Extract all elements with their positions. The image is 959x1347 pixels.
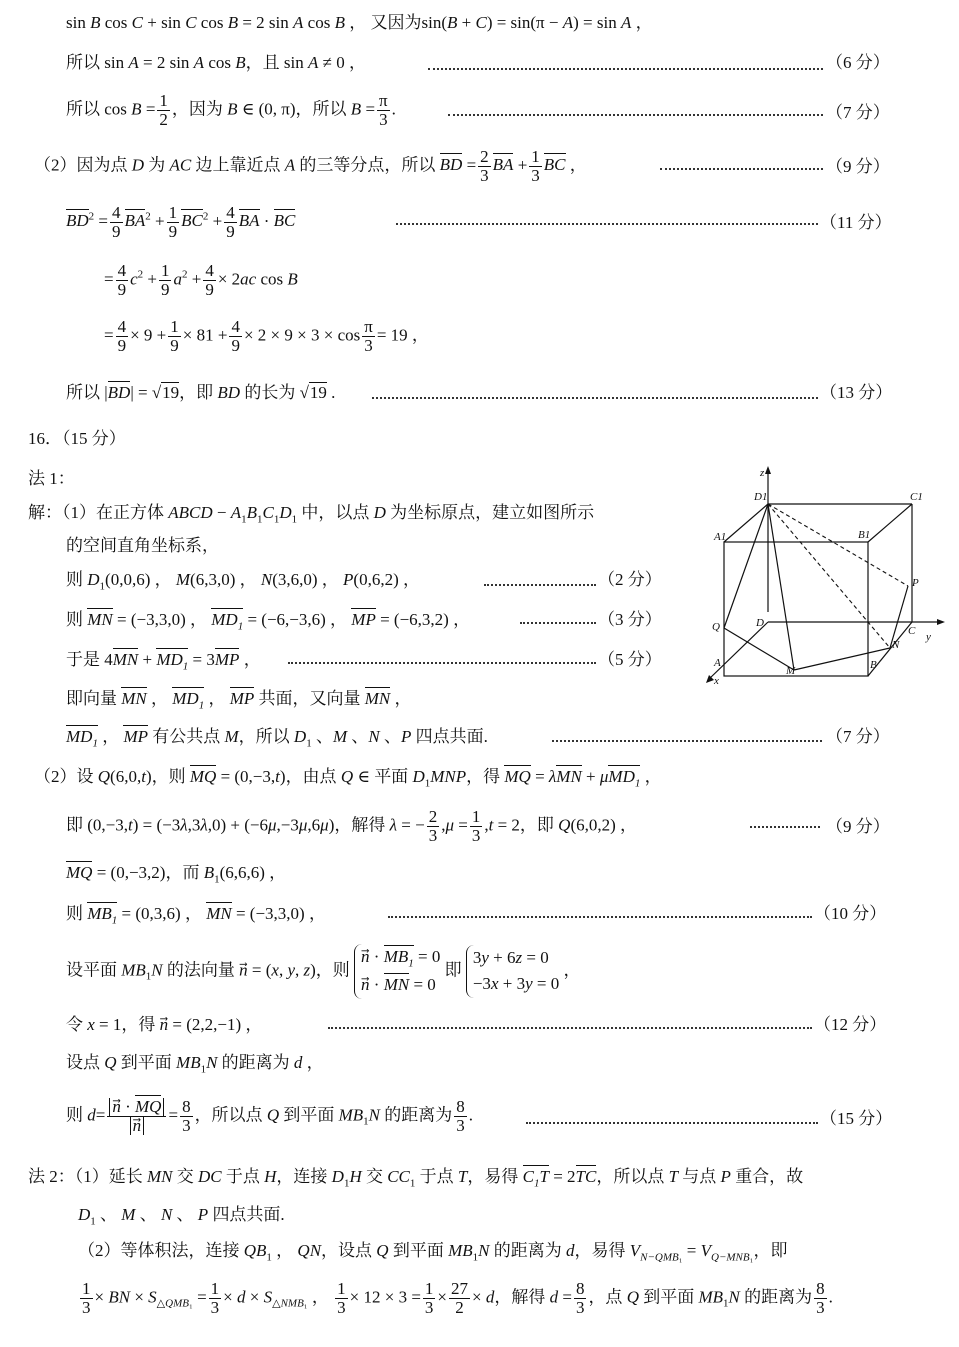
- sol-line-3: 则 $D_1(0,0,6)$ ， M(6,3,0) ， N(3,6,0) ， P(0,6,2) ，: [66, 570, 420, 593]
- sol2-line-1: （2）设 Q(6,0,t)，则 MQ = (0,−3,t)，由点 Q ∈ 平面 $D_1MNP$，得 MQ = λMN + μMD$_1$ ，: [34, 767, 662, 790]
- fig-label: A1: [714, 531, 727, 543]
- dot-leader: [552, 740, 822, 742]
- dot-leader: [428, 68, 823, 70]
- sol2-line-7: 设点 Q 到平面 $MB_1N$ 的距离为 d ，: [66, 1053, 324, 1076]
- eq-line-7: = $\frac{4}{9}$ × 9 + $\frac{1}{9}$ × 81 + $\frac{4}{9}$ × 2 × 9 × 3 × cos $\frac{\pi}{3}$ = 19 ，: [104, 317, 429, 355]
- fig-label: D: [756, 617, 764, 629]
- fig-label: z: [760, 467, 765, 479]
- score-7: （7 分）: [826, 103, 890, 122]
- dot-leader: [526, 1122, 818, 1124]
- eq-line-8: 所以 |BD| = √19，即 BD 的长为 √19 .: [66, 383, 336, 402]
- score-15: （15 分）: [820, 1109, 893, 1128]
- dot-leader: [448, 114, 823, 116]
- sol-line-6: 即向量 MN ， $MD_1$ ， MP 共面，又向量 MN ，: [66, 689, 412, 712]
- fig-label: Q: [712, 621, 720, 633]
- method-1: 法 1：: [28, 469, 75, 488]
- dot-leader: [750, 826, 820, 828]
- eq-line-2: 所以 sin A = 2 sin A cos B，且 sin A ≠ 0 ，: [66, 53, 366, 72]
- score-6: （6 分）: [826, 53, 890, 72]
- score-11: （11 分）: [820, 213, 892, 232]
- sol2-line-8: 则 d= $\frac{n⃗ \cdot MQ}{n}$ = $\frac{8}{3}$ ，所以点 Q 到平面 $MB_1N$ 的距离为 $\frac{8}{3}$ .: [66, 1097, 473, 1135]
- fig-label: A: [714, 657, 721, 669]
- dot-leader: [660, 168, 823, 170]
- eq-line-1: sin B cos C + sin C cos B = 2 sin A cos B ， 又因为sin(B + C) = sin(π − A) = sin A ，: [66, 13, 653, 32]
- dot-leader: [328, 1027, 812, 1029]
- sol2-line-2: 即 (0,−3,t) = (−3λ,3λ,0) + (−6μ,−3μ,6μ)，解得 λ = − $\frac{2}{3}$ ,μ = $\frac{1}{3}$ ,t = 2，即 Q(6,0,2) ，: [66, 807, 638, 845]
- dot-leader: [288, 662, 596, 664]
- fig-label: C1: [910, 491, 923, 503]
- eq-line-6: = $\frac{4}{9}$ $c^2$ + $\frac{1}{9}$ $a^2$ + $\frac{4}{9}$ × 2ac cos B: [104, 261, 298, 299]
- m2-line-2: $D_1$ 、 M 、 N 、 P 四点共面.: [78, 1205, 285, 1228]
- score-2: （2 分）: [598, 570, 662, 589]
- m2-line-1: 法 2：（1）延长 MN 交 DC 于点 H，连接 $D_1H$ 交 $CC_1$ 于点 T，易得 $C_1T = 2TC$，所以点 T 与点 P 重合，故: [28, 1167, 804, 1190]
- fig-label: B: [870, 659, 877, 671]
- sol-line-4: 则 MN = (−3,3,0) ， $MD_1 = (-6,-3,6)$ ， MP = (−6,3,2) ，: [66, 610, 471, 633]
- score-9: （9 分）: [826, 157, 890, 176]
- score-9b: （9 分）: [826, 817, 890, 836]
- question-16: 16．（15 分）: [28, 429, 126, 448]
- score-3: （3 分）: [598, 610, 662, 629]
- dot-leader: [396, 223, 818, 225]
- fig-label: C: [908, 625, 916, 637]
- fig-label: M: [786, 665, 796, 677]
- sol2-line-6: 令 x = 1，得 n⃗ = (2,2,−1) ，: [66, 1015, 263, 1034]
- sol-line-5: 于是 $4MN + MD_1 = 3MP$ ，: [66, 650, 261, 673]
- fig-label: y: [926, 631, 931, 643]
- sol-line-7: $MD_1$ ， MP 有公共点 M，所以 $D_1$ 、M 、N 、P 四点共面.: [66, 727, 488, 750]
- sol-line-1: 解：（1）在正方体 ABCD − $A_1B_1C_1D_1$ 中，以点 D 为坐标原点，建立如图所示: [28, 503, 595, 526]
- m2-line-4: $\frac{1}{3}$ × BN × $S_{\triangle QMB_1}$ = $\frac{1}{3}$ × $d \times S_{\triangle NMB_1}$ ， $\frac{1}{3}$ × 12 × 3 = $\frac{1}{3}$ × $\frac{27}{2}$ × d，解得 d = $\frac{8}{3}$ ，点 Q 到平面 $MB_1N$ 的距离为 $\frac{8}{3}$ .: [82, 1279, 833, 1317]
- sol-line-2: 的空间直角坐标系，: [66, 536, 219, 555]
- score-5: （5 分）: [598, 650, 662, 669]
- dot-leader: [520, 622, 596, 624]
- dot-leader: [484, 584, 596, 586]
- sol2-line-4: 则 $MB_1 = (0,3,6)$ ， MN = (−3,3,0) ，: [66, 904, 326, 927]
- eq-line-3: 所以 cos B = $\frac{1}{2}$ ，因为 B ∈ (0, π)，所以 B = $\frac{\pi}{3}$ .: [66, 91, 396, 129]
- sol2-line-3: MQ = (0,−3,2)，而 $B_1(6,6,6)$ ，: [66, 863, 287, 886]
- score-10: （10 分）: [814, 904, 887, 923]
- eq-line-5: $BD^2$ = $\frac{4}{9}$ $BA^2$ + $\frac{1}{9}$ $BC^2$ + $\frac{4}{9}$ BA · BC: [66, 203, 296, 241]
- dot-leader: [388, 916, 812, 918]
- fig-label: D1: [754, 491, 768, 503]
- fig-label: B1: [858, 529, 871, 541]
- fig-label: N: [892, 639, 900, 651]
- sol2-line-5: 设平面 $MB_1N$ 的法向量 n⃗ = (x, y, z)，则 n⃗ · $MB_1 = 0$ n⃗ · MN = 0 即 3y + 6z = 0 −3x + 3y = 0 ，: [66, 944, 580, 999]
- score-7b: （7 分）: [826, 727, 890, 746]
- dot-leader: [372, 397, 818, 399]
- score-12: （12 分）: [814, 1015, 887, 1034]
- score-13: （13 分）: [820, 383, 893, 402]
- eq-line-4: （2）因为点 D 为 AC 边上靠近点 A 的三等分点，所以 BD = $\frac{2}{3}$ BA + $\frac{1}{3}$ BC ，: [34, 147, 587, 185]
- fig-label: x: [714, 675, 719, 687]
- cube-figure: [700, 462, 950, 692]
- m2-line-3: （2）等体积法，连接 $QB_1$ ， QN，设点 Q 到平面 $MB_1N$ 的距离为 d，易得 $V_{N-QMB_1} = V_{Q-MNB_1}$，即: [78, 1241, 788, 1264]
- fig-label: P: [912, 577, 919, 589]
